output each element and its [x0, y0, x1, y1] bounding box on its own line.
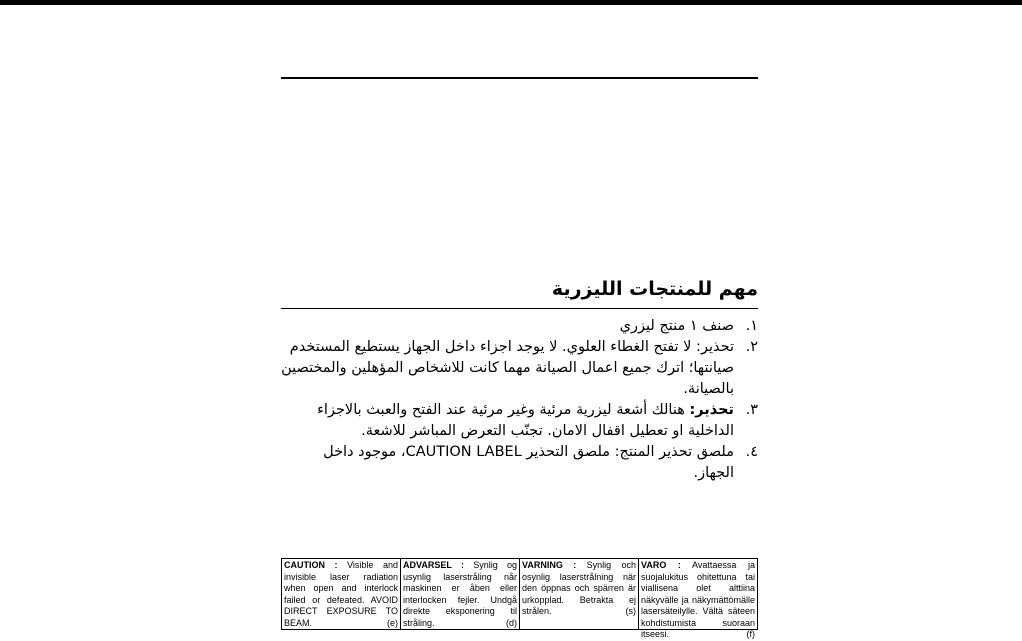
- label-heading: VARNING :: [522, 560, 577, 570]
- label-text: Synlig och osynlig laserstrålning när den öppnas och spärren är urkopplad. Betrakta ej strålen.: [522, 560, 636, 616]
- label-text: Visible and invisible laser radiation when open and interlock failed or defeated. AVOID DIRECT EXPOSURE TO BEAM.: [284, 560, 398, 628]
- item-number: ٢.: [745, 339, 758, 355]
- item-number: ١.: [745, 318, 758, 334]
- caution-label-finnish: [639, 559, 757, 639]
- item-body: صنف ١ منتج ليزري: [619, 318, 734, 334]
- label-text: Synlig og usynlig laserstråling når maskinen er åben eller interlocken fejler. Undgå direkte eksponering til stråling.: [403, 560, 517, 628]
- item-text: [281, 337, 734, 400]
- laser-warning-list: [281, 316, 758, 484]
- item-number: ٣.: [745, 402, 758, 418]
- label-language-code: (e): [387, 617, 398, 628]
- section-title-rule: [281, 308, 758, 309]
- item-body: تحذير: لا تفتح الغطاء العلوي. لا يوجد اجزاء داخل الجهاز يستطيع المستخدم صيانتها؛ اترك جميع اعمال الصيانة مهما كانت للاشخاص المؤهلين والمختصين بالصيانة.: [281, 339, 734, 397]
- label-heading: CAUTION :: [284, 560, 338, 570]
- caution-label-strip: [281, 558, 758, 639]
- caution-label-swedish: [520, 559, 639, 629]
- item-text: [281, 442, 734, 484]
- list-item: [281, 442, 758, 484]
- item-text: [281, 400, 734, 442]
- list-item: [281, 400, 758, 442]
- item-body: ملصق تحذير المنتج: ملصق التحذير CAUTION LABEL، موجود داخل الجهاز.: [323, 444, 734, 481]
- item-text: [281, 316, 734, 337]
- label-heading: ADVARSEL :: [403, 560, 464, 570]
- caution-label-english: [282, 559, 401, 629]
- section-title: مهم للمنتجات الليزرية: [551, 278, 758, 300]
- caution-label-danish: [401, 559, 520, 629]
- item-body: هنالك أشعة ليزرية مرئية وغير مرئية عند الفتح والعبث بالاجزاء الداخلية او تعطيل اقفال الامان. تجنّب التعرض المباشر للاشعة.: [317, 402, 734, 439]
- item-warning-word: تحذير:: [689, 402, 734, 418]
- top-border-bar: [0, 0, 1022, 5]
- list-item: [281, 337, 758, 400]
- label-language-code: (d): [506, 617, 517, 628]
- list-item: [281, 316, 758, 337]
- label-language-code: (s): [625, 606, 636, 616]
- header-rule: [281, 77, 758, 79]
- item-number: ٤.: [745, 444, 758, 460]
- label-text: Avattaessa ja suojalukitus ohitettuna tai viallisena olet alttiina näkyvälle ja näkymättömälle lasersäteilylle. Vältä säteen kohdistumista suoraan itseesi.: [641, 560, 755, 639]
- label-language-code: (f): [746, 629, 755, 639]
- label-heading: VARO :: [641, 560, 681, 570]
